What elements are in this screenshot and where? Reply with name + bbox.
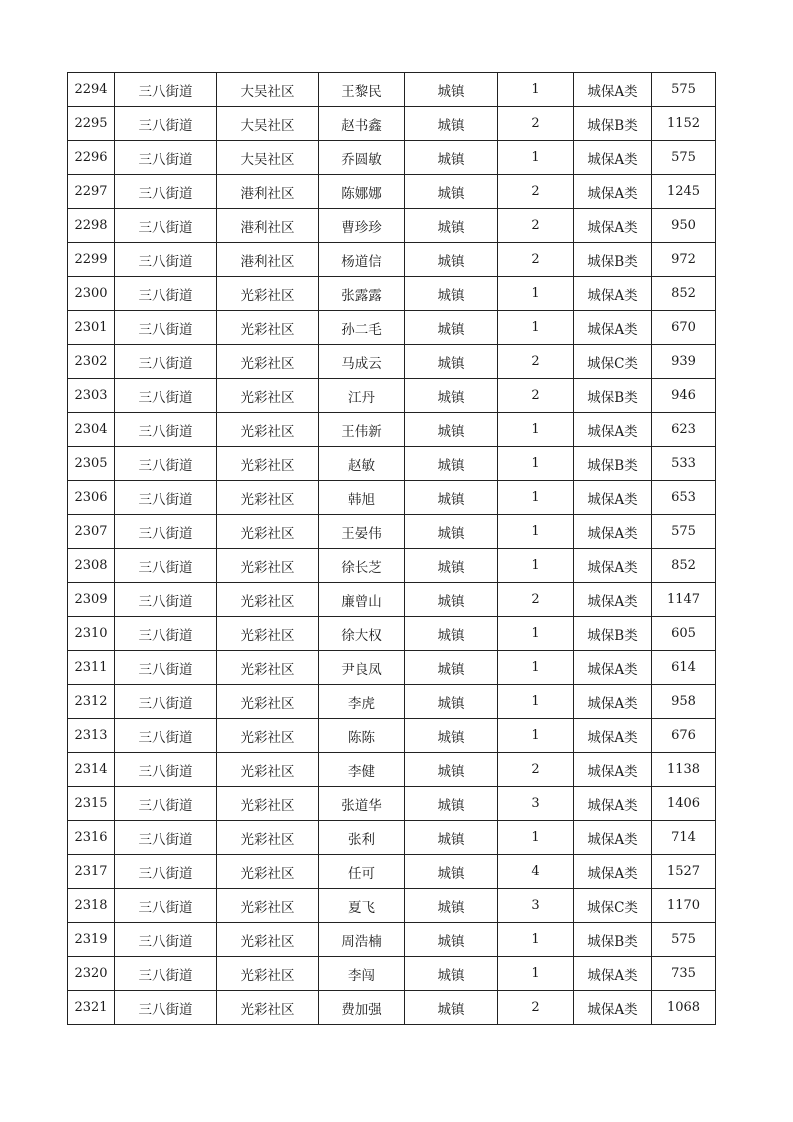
amount-cell: 852: [652, 549, 716, 583]
household-type-cell: 城镇: [405, 583, 498, 617]
member-count-cell: 1: [498, 515, 574, 549]
street-cell: 三八街道: [115, 549, 217, 583]
category-cell: 城保B类: [574, 617, 652, 651]
category-cell: 城保B类: [574, 923, 652, 957]
amount-cell: 533: [652, 447, 716, 481]
community-cell: 光彩社区: [217, 821, 319, 855]
community-cell: 光彩社区: [217, 923, 319, 957]
serial-number-cell: 2310: [68, 617, 115, 651]
table-row: [68, 923, 716, 957]
table-row: [68, 447, 716, 481]
street-cell: 三八街道: [115, 481, 217, 515]
name-cell: 徐长芝: [319, 549, 405, 583]
household-type-cell: 城镇: [405, 379, 498, 413]
table-body: [68, 73, 716, 1025]
name-cell: 任可: [319, 855, 405, 889]
street-cell: 三八街道: [115, 855, 217, 889]
category-cell: 城保C类: [574, 345, 652, 379]
street-cell: 三八街道: [115, 923, 217, 957]
member-count-cell: 1: [498, 141, 574, 175]
community-cell: 光彩社区: [217, 991, 319, 1025]
member-count-cell: 1: [498, 447, 574, 481]
community-cell: 光彩社区: [217, 447, 319, 481]
member-count-cell: 1: [498, 957, 574, 991]
member-count-cell: 1: [498, 311, 574, 345]
serial-number-cell: 2318: [68, 889, 115, 923]
household-type-cell: 城镇: [405, 651, 498, 685]
member-count-cell: 2: [498, 583, 574, 617]
street-cell: 三八街道: [115, 753, 217, 787]
table-row: [68, 243, 716, 277]
name-cell: 杨道信: [319, 243, 405, 277]
street-cell: 三八街道: [115, 209, 217, 243]
member-count-cell: 1: [498, 685, 574, 719]
community-cell: 大吴社区: [217, 73, 319, 107]
community-cell: 光彩社区: [217, 753, 319, 787]
table-row: [68, 515, 716, 549]
table-row: [68, 889, 716, 923]
community-cell: 港利社区: [217, 243, 319, 277]
table-row: [68, 821, 716, 855]
name-cell: 赵敏: [319, 447, 405, 481]
amount-cell: 946: [652, 379, 716, 413]
serial-number-cell: 2302: [68, 345, 115, 379]
household-type-cell: 城镇: [405, 515, 498, 549]
table-row: [68, 141, 716, 175]
household-type-cell: 城镇: [405, 141, 498, 175]
community-cell: 大吴社区: [217, 141, 319, 175]
serial-number-cell: 2295: [68, 107, 115, 141]
community-cell: 光彩社区: [217, 685, 319, 719]
household-type-cell: 城镇: [405, 787, 498, 821]
household-type-cell: 城镇: [405, 175, 498, 209]
table-row: [68, 957, 716, 991]
amount-cell: 714: [652, 821, 716, 855]
category-cell: 城保A类: [574, 787, 652, 821]
table-row: [68, 481, 716, 515]
amount-cell: 1170: [652, 889, 716, 923]
serial-number-cell: 2306: [68, 481, 115, 515]
household-type-cell: 城镇: [405, 243, 498, 277]
amount-cell: 972: [652, 243, 716, 277]
category-cell: 城保A类: [574, 209, 652, 243]
household-type-cell: 城镇: [405, 209, 498, 243]
amount-cell: 1406: [652, 787, 716, 821]
category-cell: 城保A类: [574, 685, 652, 719]
member-count-cell: 1: [498, 73, 574, 107]
household-type-cell: 城镇: [405, 481, 498, 515]
serial-number-cell: 2317: [68, 855, 115, 889]
household-type-cell: 城镇: [405, 923, 498, 957]
name-cell: 乔圆敏: [319, 141, 405, 175]
category-cell: 城保A类: [574, 855, 652, 889]
street-cell: 三八街道: [115, 73, 217, 107]
amount-cell: 1152: [652, 107, 716, 141]
community-cell: 光彩社区: [217, 345, 319, 379]
street-cell: 三八街道: [115, 141, 217, 175]
table-row: [68, 345, 716, 379]
serial-number-cell: 2303: [68, 379, 115, 413]
serial-number-cell: 2299: [68, 243, 115, 277]
street-cell: 三八街道: [115, 175, 217, 209]
serial-number-cell: 2298: [68, 209, 115, 243]
community-cell: 光彩社区: [217, 311, 319, 345]
category-cell: 城保A类: [574, 515, 652, 549]
street-cell: 三八街道: [115, 617, 217, 651]
name-cell: 徐大权: [319, 617, 405, 651]
name-cell: 王伟新: [319, 413, 405, 447]
table-row: [68, 277, 716, 311]
member-count-cell: 4: [498, 855, 574, 889]
amount-cell: 670: [652, 311, 716, 345]
serial-number-cell: 2294: [68, 73, 115, 107]
category-cell: 城保B类: [574, 447, 652, 481]
member-count-cell: 1: [498, 651, 574, 685]
household-type-cell: 城镇: [405, 107, 498, 141]
category-cell: 城保A类: [574, 583, 652, 617]
street-cell: 三八街道: [115, 413, 217, 447]
member-count-cell: 1: [498, 617, 574, 651]
household-type-cell: 城镇: [405, 719, 498, 753]
serial-number-cell: 2314: [68, 753, 115, 787]
household-type-cell: 城镇: [405, 753, 498, 787]
serial-number-cell: 2297: [68, 175, 115, 209]
amount-cell: 1527: [652, 855, 716, 889]
table-row: [68, 311, 716, 345]
community-cell: 光彩社区: [217, 379, 319, 413]
member-count-cell: 1: [498, 549, 574, 583]
street-cell: 三八街道: [115, 821, 217, 855]
subsidy-table: [67, 72, 716, 1025]
serial-number-cell: 2304: [68, 413, 115, 447]
category-cell: 城保A类: [574, 277, 652, 311]
street-cell: 三八街道: [115, 685, 217, 719]
name-cell: 王黎民: [319, 73, 405, 107]
member-count-cell: 1: [498, 923, 574, 957]
street-cell: 三八街道: [115, 345, 217, 379]
household-type-cell: 城镇: [405, 821, 498, 855]
category-cell: 城保A类: [574, 175, 652, 209]
category-cell: 城保A类: [574, 719, 652, 753]
serial-number-cell: 2321: [68, 991, 115, 1025]
category-cell: 城保A类: [574, 549, 652, 583]
category-cell: 城保A类: [574, 651, 652, 685]
category-cell: 城保B类: [574, 379, 652, 413]
member-count-cell: 3: [498, 889, 574, 923]
table-row: [68, 209, 716, 243]
community-cell: 大吴社区: [217, 107, 319, 141]
serial-number-cell: 2308: [68, 549, 115, 583]
name-cell: 周浩楠: [319, 923, 405, 957]
serial-number-cell: 2300: [68, 277, 115, 311]
community-cell: 光彩社区: [217, 413, 319, 447]
street-cell: 三八街道: [115, 889, 217, 923]
household-type-cell: 城镇: [405, 447, 498, 481]
street-cell: 三八街道: [115, 243, 217, 277]
category-cell: 城保C类: [574, 889, 652, 923]
table-row: [68, 855, 716, 889]
household-type-cell: 城镇: [405, 889, 498, 923]
name-cell: 廉曾山: [319, 583, 405, 617]
household-type-cell: 城镇: [405, 991, 498, 1025]
member-count-cell: 2: [498, 991, 574, 1025]
table-row: [68, 753, 716, 787]
member-count-cell: 1: [498, 821, 574, 855]
serial-number-cell: 2313: [68, 719, 115, 753]
serial-number-cell: 2319: [68, 923, 115, 957]
name-cell: 孙二毛: [319, 311, 405, 345]
community-cell: 光彩社区: [217, 481, 319, 515]
member-count-cell: 2: [498, 209, 574, 243]
amount-cell: 575: [652, 515, 716, 549]
household-type-cell: 城镇: [405, 549, 498, 583]
community-cell: 港利社区: [217, 209, 319, 243]
member-count-cell: 1: [498, 481, 574, 515]
member-count-cell: 3: [498, 787, 574, 821]
category-cell: 城保A类: [574, 821, 652, 855]
street-cell: 三八街道: [115, 583, 217, 617]
household-type-cell: 城镇: [405, 617, 498, 651]
amount-cell: 605: [652, 617, 716, 651]
table-row: [68, 107, 716, 141]
household-type-cell: 城镇: [405, 311, 498, 345]
amount-cell: 852: [652, 277, 716, 311]
member-count-cell: 1: [498, 413, 574, 447]
table-row: [68, 685, 716, 719]
table-row: [68, 73, 716, 107]
amount-cell: 939: [652, 345, 716, 379]
street-cell: 三八街道: [115, 787, 217, 821]
category-cell: 城保B类: [574, 243, 652, 277]
amount-cell: 950: [652, 209, 716, 243]
category-cell: 城保A类: [574, 481, 652, 515]
household-type-cell: 城镇: [405, 855, 498, 889]
name-cell: 尹良凤: [319, 651, 405, 685]
category-cell: 城保A类: [574, 141, 652, 175]
category-cell: 城保A类: [574, 413, 652, 447]
name-cell: 夏飞: [319, 889, 405, 923]
community-cell: 光彩社区: [217, 549, 319, 583]
community-cell: 光彩社区: [217, 855, 319, 889]
household-type-cell: 城镇: [405, 277, 498, 311]
amount-cell: 653: [652, 481, 716, 515]
category-cell: 城保A类: [574, 957, 652, 991]
table-row: [68, 549, 716, 583]
community-cell: 光彩社区: [217, 787, 319, 821]
table-row: [68, 413, 716, 447]
category-cell: 城保A类: [574, 991, 652, 1025]
category-cell: 城保A类: [574, 73, 652, 107]
member-count-cell: 1: [498, 719, 574, 753]
community-cell: 光彩社区: [217, 719, 319, 753]
member-count-cell: 2: [498, 243, 574, 277]
category-cell: 城保A类: [574, 753, 652, 787]
community-cell: 光彩社区: [217, 889, 319, 923]
amount-cell: 676: [652, 719, 716, 753]
name-cell: 张利: [319, 821, 405, 855]
table-row: [68, 175, 716, 209]
community-cell: 光彩社区: [217, 651, 319, 685]
street-cell: 三八街道: [115, 515, 217, 549]
name-cell: 曹珍珍: [319, 209, 405, 243]
name-cell: 王晏伟: [319, 515, 405, 549]
name-cell: 张露露: [319, 277, 405, 311]
name-cell: 韩旭: [319, 481, 405, 515]
name-cell: 李闯: [319, 957, 405, 991]
street-cell: 三八街道: [115, 447, 217, 481]
serial-number-cell: 2315: [68, 787, 115, 821]
amount-cell: 1138: [652, 753, 716, 787]
street-cell: 三八街道: [115, 991, 217, 1025]
table-row: [68, 719, 716, 753]
household-type-cell: 城镇: [405, 957, 498, 991]
member-count-cell: 2: [498, 107, 574, 141]
street-cell: 三八街道: [115, 277, 217, 311]
name-cell: 陈娜娜: [319, 175, 405, 209]
street-cell: 三八街道: [115, 719, 217, 753]
amount-cell: 1245: [652, 175, 716, 209]
amount-cell: 575: [652, 73, 716, 107]
member-count-cell: 1: [498, 277, 574, 311]
serial-number-cell: 2305: [68, 447, 115, 481]
amount-cell: 623: [652, 413, 716, 447]
serial-number-cell: 2320: [68, 957, 115, 991]
household-type-cell: 城镇: [405, 73, 498, 107]
household-type-cell: 城镇: [405, 413, 498, 447]
community-cell: 光彩社区: [217, 515, 319, 549]
name-cell: 陈陈: [319, 719, 405, 753]
amount-cell: 1068: [652, 991, 716, 1025]
street-cell: 三八街道: [115, 311, 217, 345]
community-cell: 光彩社区: [217, 277, 319, 311]
amount-cell: 575: [652, 923, 716, 957]
name-cell: 赵书鑫: [319, 107, 405, 141]
street-cell: 三八街道: [115, 957, 217, 991]
member-count-cell: 2: [498, 175, 574, 209]
name-cell: 江丹: [319, 379, 405, 413]
household-type-cell: 城镇: [405, 345, 498, 379]
amount-cell: 614: [652, 651, 716, 685]
table-row: [68, 379, 716, 413]
serial-number-cell: 2309: [68, 583, 115, 617]
serial-number-cell: 2311: [68, 651, 115, 685]
community-cell: 光彩社区: [217, 957, 319, 991]
table-row: [68, 787, 716, 821]
table-row: [68, 583, 716, 617]
name-cell: 费加强: [319, 991, 405, 1025]
table-row: [68, 617, 716, 651]
amount-cell: 1147: [652, 583, 716, 617]
serial-number-cell: 2307: [68, 515, 115, 549]
name-cell: 马成云: [319, 345, 405, 379]
serial-number-cell: 2296: [68, 141, 115, 175]
street-cell: 三八街道: [115, 107, 217, 141]
member-count-cell: 2: [498, 345, 574, 379]
amount-cell: 958: [652, 685, 716, 719]
serial-number-cell: 2312: [68, 685, 115, 719]
name-cell: 李虎: [319, 685, 405, 719]
name-cell: 张道华: [319, 787, 405, 821]
member-count-cell: 2: [498, 753, 574, 787]
category-cell: 城保B类: [574, 107, 652, 141]
document-table-container: [67, 72, 716, 1025]
table-row: [68, 651, 716, 685]
serial-number-cell: 2316: [68, 821, 115, 855]
name-cell: 李健: [319, 753, 405, 787]
amount-cell: 575: [652, 141, 716, 175]
street-cell: 三八街道: [115, 651, 217, 685]
amount-cell: 735: [652, 957, 716, 991]
household-type-cell: 城镇: [405, 685, 498, 719]
community-cell: 光彩社区: [217, 617, 319, 651]
community-cell: 光彩社区: [217, 583, 319, 617]
table-row: [68, 991, 716, 1025]
category-cell: 城保A类: [574, 311, 652, 345]
street-cell: 三八街道: [115, 379, 217, 413]
community-cell: 港利社区: [217, 175, 319, 209]
member-count-cell: 2: [498, 379, 574, 413]
serial-number-cell: 2301: [68, 311, 115, 345]
